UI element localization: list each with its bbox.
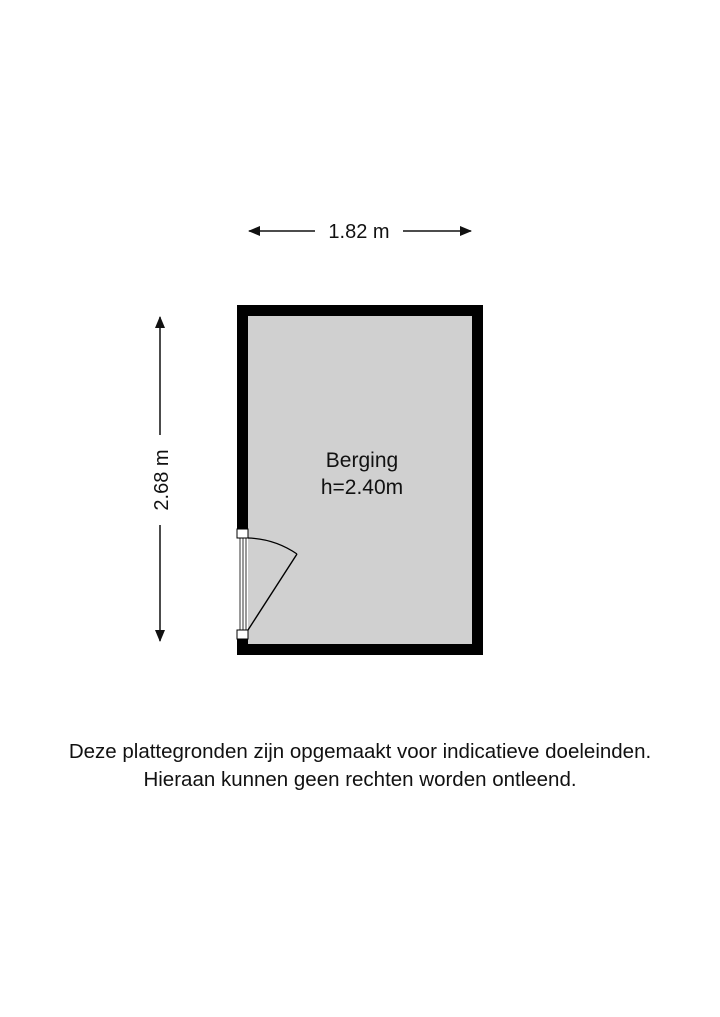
room-berging <box>237 305 483 655</box>
door-frame-top <box>237 529 248 538</box>
disclaimer-line-2: Hieraan kunnen geen rechten worden ontleend. <box>143 768 577 791</box>
height-dimension <box>151 317 173 641</box>
room-name: Berging <box>325 449 399 472</box>
disclaimer <box>0 738 720 794</box>
room-ceiling-height: h=2.40m <box>320 476 404 499</box>
disclaimer-line-1: Deze plattegronden zijn opgemaakt voor indicatieve doeleinden. <box>68 740 652 763</box>
door-frame-bottom <box>237 630 248 639</box>
width-dimension <box>249 221 471 243</box>
width-dimension-label: 1.82 m <box>328 221 390 243</box>
height-dimension-label: 2.68 m <box>151 449 173 511</box>
